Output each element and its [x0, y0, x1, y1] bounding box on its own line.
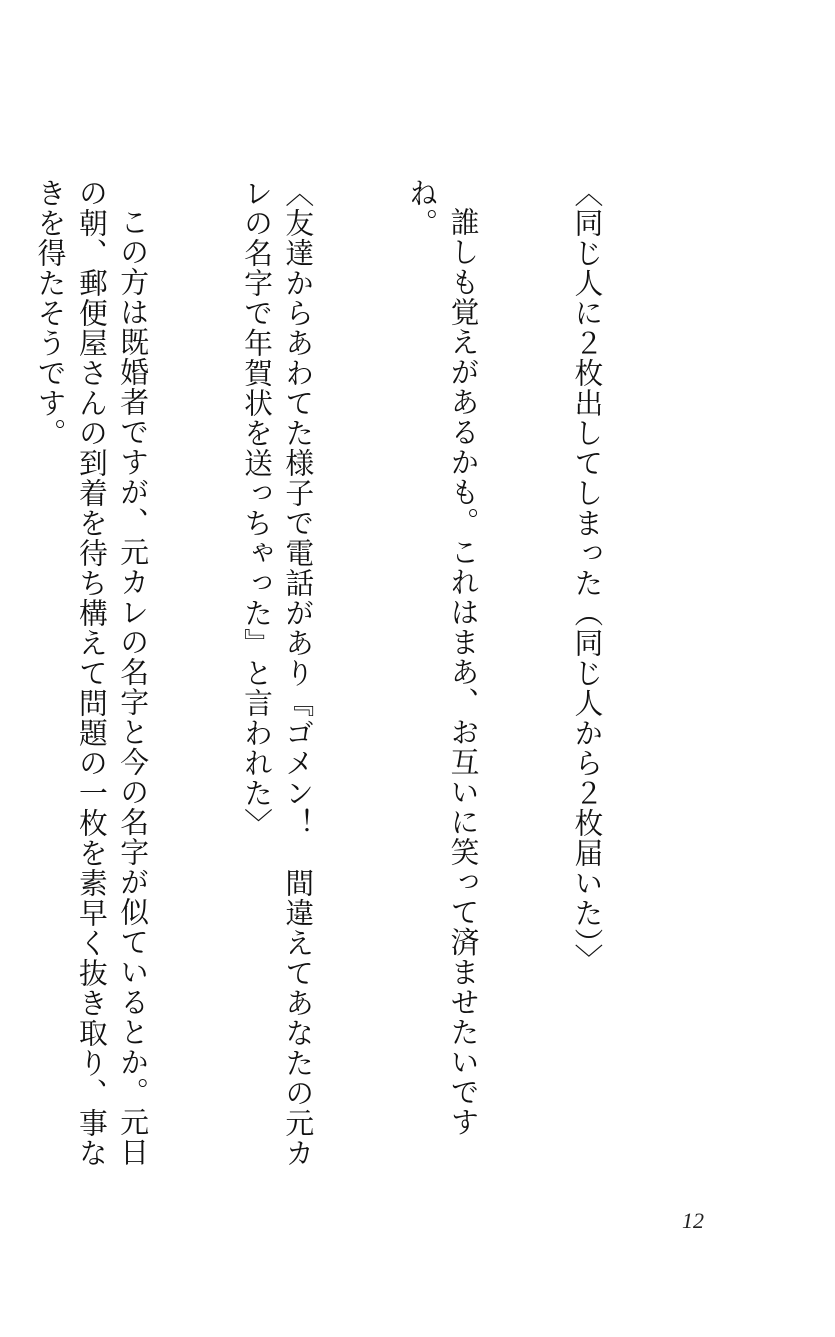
paragraph-body-1: 誰しも覚えがあるかも。これはまあ、お互いに笑って済ませたいですね。: [405, 178, 481, 1137]
vertical-text-body: [0, 178, 690, 1188]
page-number: 12: [682, 1208, 704, 1233]
paragraph-heading-1: 〈同じ人に２枚出してしまった（同じ人から２枚届いた）〉: [570, 178, 605, 974]
paragraph-body-2: この方は既婚者ですが、元カレの名字と今の名字が似ているとか。元日の朝、郵便屋さんの到着を待ち構えて問題の一枚を素早く抜き取り、事なきを得たそうです。: [33, 178, 151, 1168]
paragraph-heading-2: 〈友達からあわてた様子で電話があり『ゴメン！ 間違えてあなたの元カレの名字で年賀状を送っちゃった』と言われた〉: [240, 178, 316, 1168]
